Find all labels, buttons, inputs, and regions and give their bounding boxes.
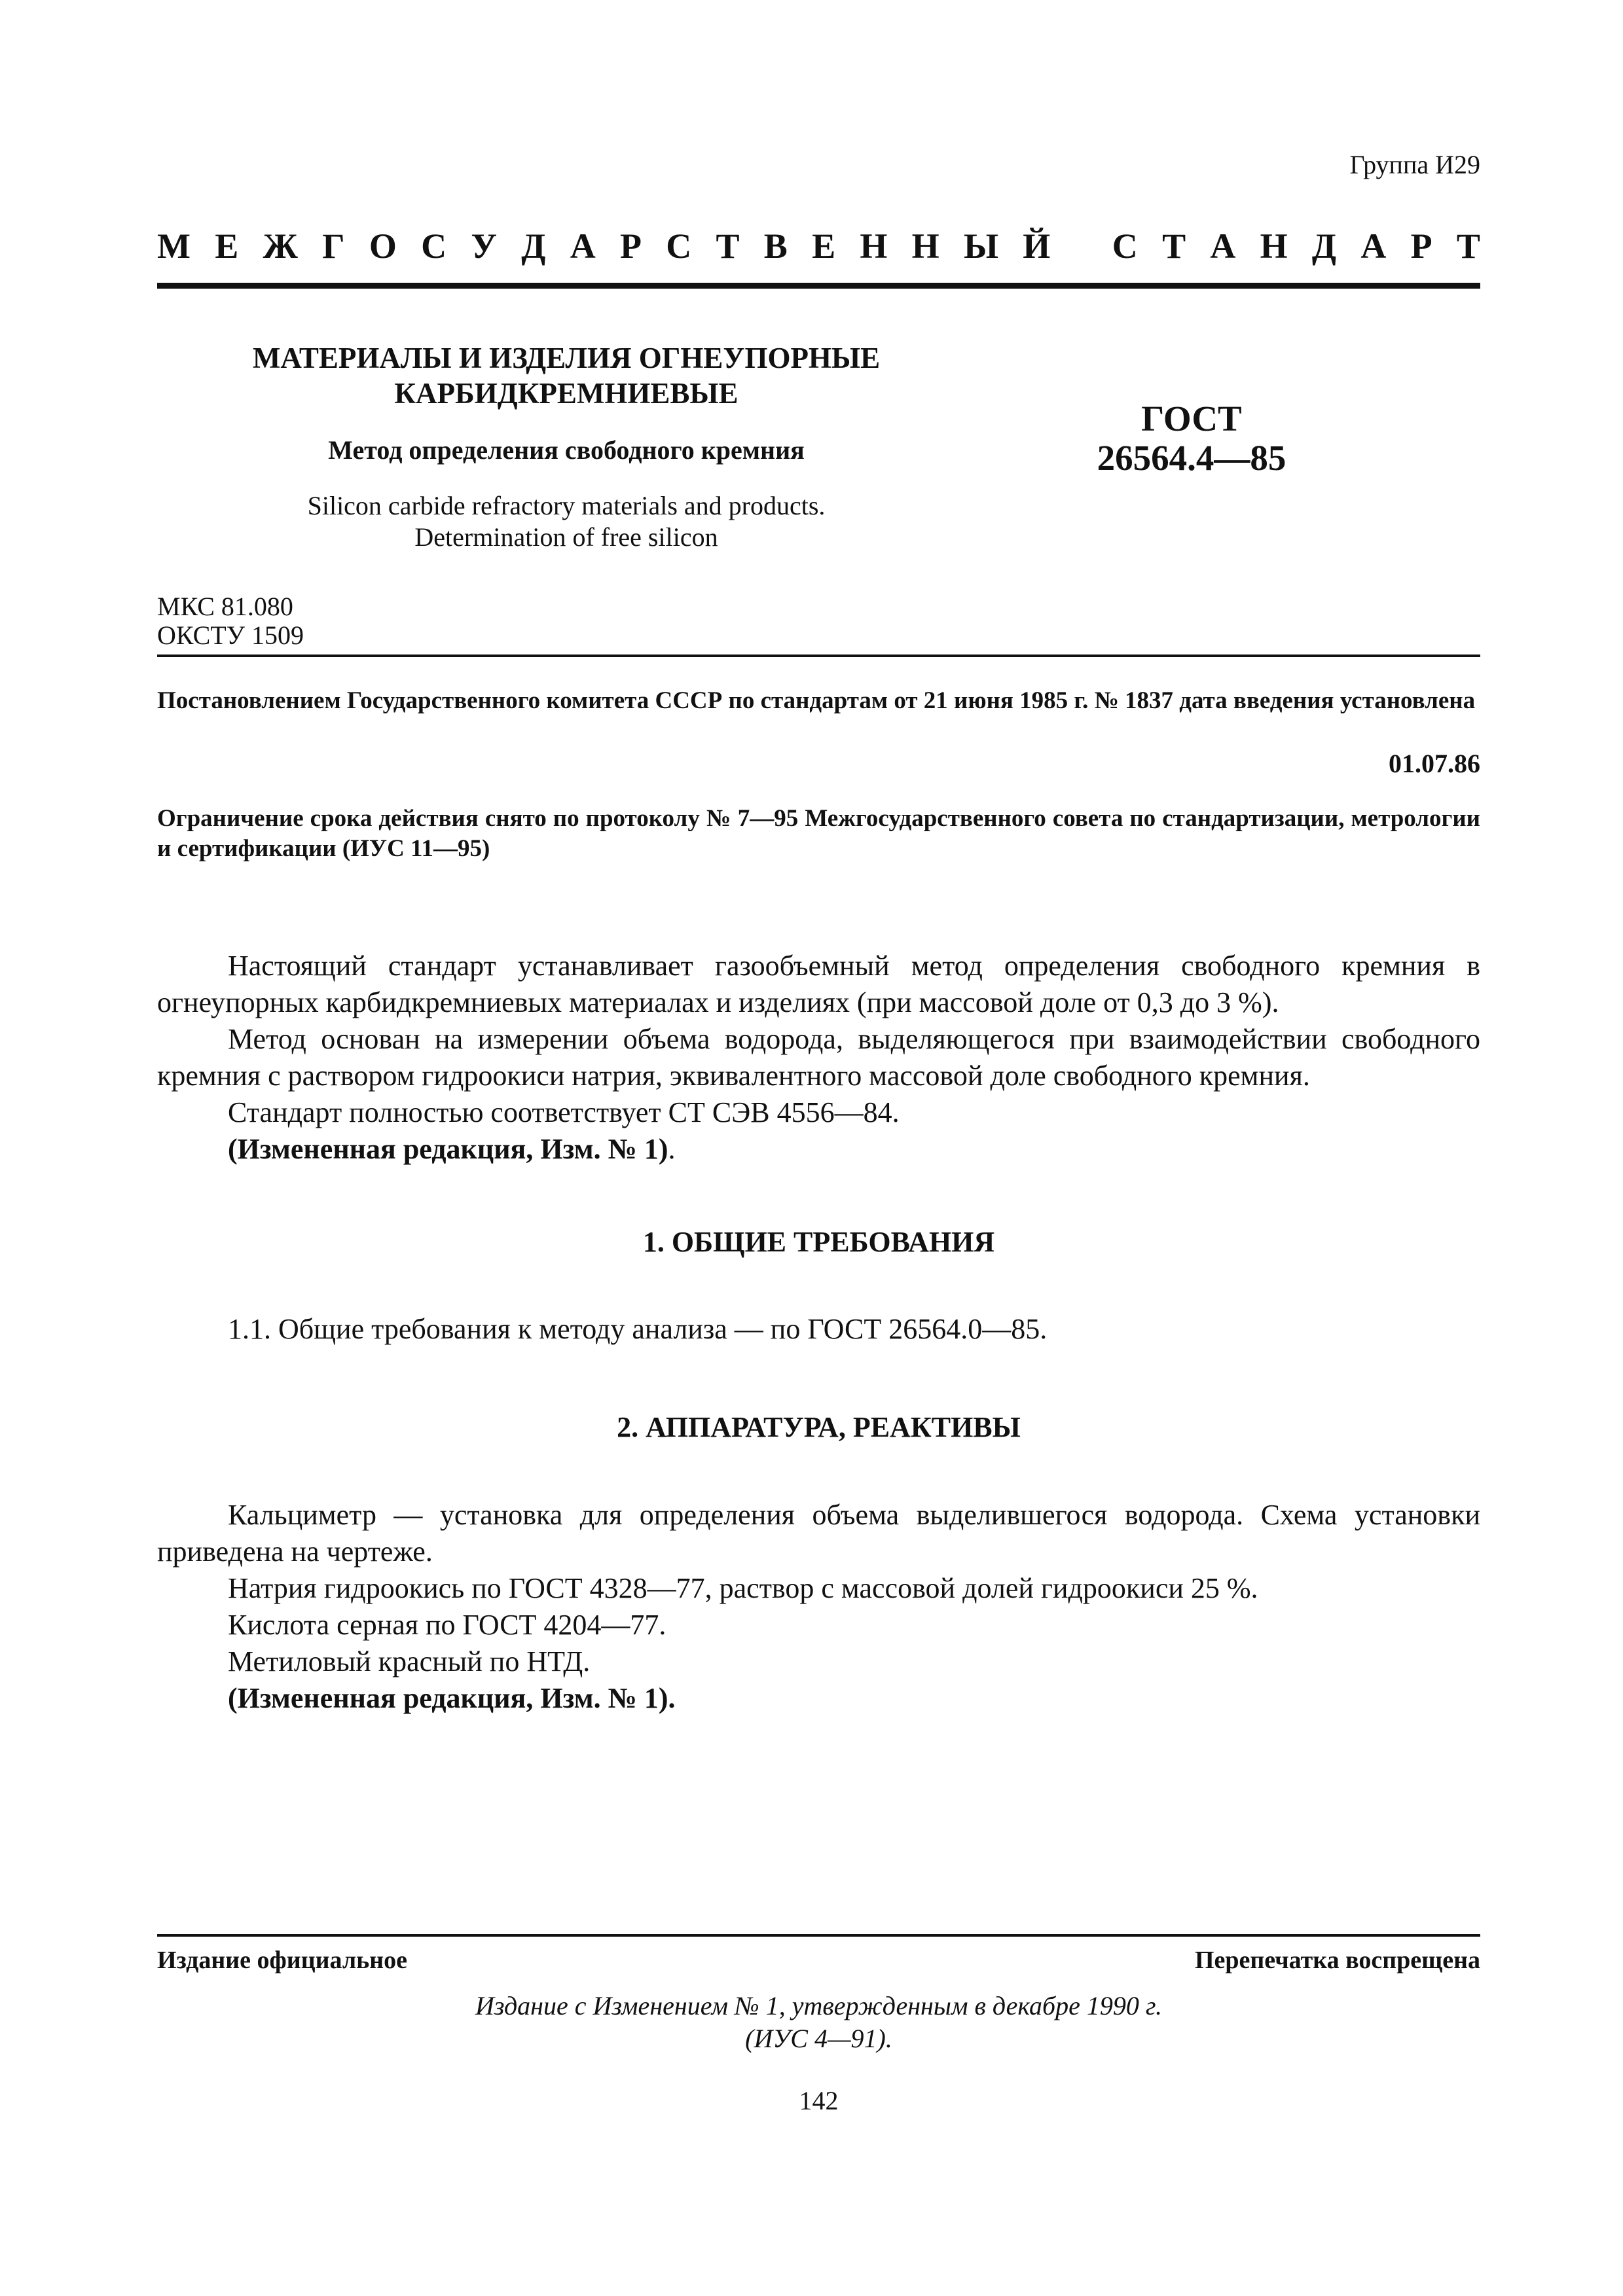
- intro-paragraph-2: Метод основан на измерении объема водорода, выделяющегося при взаимодействии свободного кремния с раствором гидроокиси натрия, эквивалентного массовой доле свободного кремния.: [157, 1023, 1480, 1092]
- intro-section: [157, 948, 1480, 1168]
- banner-letter: С: [666, 226, 692, 266]
- english-title-line-1: Silicon carbide refractory materials and products.: [307, 491, 826, 520]
- gost-label: ГОСТ: [1141, 399, 1242, 439]
- banner-letter: В: [763, 226, 788, 266]
- reagent-methyl-red: Метиловый красный по НТД.: [228, 1645, 591, 1677]
- title-rule: [157, 655, 1480, 657]
- section-2-heading: 2. АППАРАТУРА, РЕАКТИВЫ: [617, 1411, 1021, 1443]
- english-title: [157, 490, 976, 553]
- section-1-body: [157, 1311, 1480, 1348]
- banner-letter: Н: [1260, 226, 1288, 266]
- intro-paragraph-1: Настоящий стандарт устанавливает газообъемный метод определения свободного кремния в огнеупорных карбидкремниевых материалах и изделиях (при массовой доле от 0,3 до 3 %).: [157, 950, 1480, 1018]
- reagent-sulfuric-acid: Кислота серная по ГОСТ 4204—77.: [228, 1609, 666, 1641]
- method-title: Метод определения свободного кремния: [328, 435, 805, 465]
- intro-amendment-text: (Измененная редакция, Изм. № 1): [228, 1133, 668, 1165]
- gost-designation: [1061, 399, 1322, 478]
- edition-note: [157, 1990, 1480, 2055]
- banner-letter: Т: [1456, 226, 1480, 266]
- title-line-1: МАТЕРИАЛЫ И ИЗДЕЛИЯ ОГНЕУПОРНЫЕ: [252, 342, 881, 374]
- mks-code: МКС 81.080: [157, 592, 293, 621]
- banner-letter: Д: [521, 226, 546, 266]
- footer-rule: [157, 1934, 1480, 1937]
- section-1-heading: 1. ОБЩИЕ ТРЕБОВАНИЯ: [642, 1226, 995, 1258]
- edition-note-line-2: (ИУС 4—91).: [745, 2024, 892, 2053]
- banner-letter: С: [1112, 226, 1138, 266]
- banner-letter: А: [1360, 226, 1387, 266]
- intro-amendment-period: .: [668, 1133, 676, 1165]
- title-block: [157, 340, 976, 553]
- section-2-body: [157, 1497, 1480, 1717]
- intro-paragraph-3: Стандарт полностью соответствует СТ СЭВ 4556—84.: [228, 1096, 900, 1128]
- banner-letter: Н: [860, 226, 888, 266]
- banner-letter: Р: [1410, 226, 1432, 266]
- classification-codes: [157, 592, 304, 650]
- header-rule: [157, 283, 1480, 289]
- page-number: 142: [799, 2086, 839, 2115]
- gost-number: 26564.4—85: [1097, 438, 1286, 478]
- reprint-prohibited: Перепечатка воспрещена: [1194, 1946, 1480, 1974]
- banner-letter: О: [369, 226, 397, 266]
- interstate-standard-banner: [157, 226, 1480, 266]
- introduction-date: 01.07.86: [1389, 749, 1480, 778]
- banner-letter: Н: [911, 226, 939, 266]
- title-line-2: КАРБИДКРЕМНИЕВЫЕ: [394, 377, 739, 410]
- banner-letter: У: [471, 226, 498, 266]
- okstu-code: ОКСТУ 1509: [157, 620, 304, 650]
- banner-letter: Ж: [263, 226, 298, 266]
- edition-note-line-1: Издание с Изменением № 1, утвержденным в декабре 1990 г.: [475, 1991, 1163, 2020]
- banner-letter: Г: [322, 226, 345, 266]
- section-2-amendment: (Измененная редакция, Изм. № 1).: [228, 1682, 676, 1714]
- english-title-line-2: Determination of free silicon: [414, 522, 718, 552]
- banner-letter: Д: [1311, 226, 1337, 266]
- group-code: Группа И29: [1349, 150, 1480, 179]
- intro-amendment: [157, 1131, 1480, 1168]
- banner-letter: Й: [1023, 226, 1051, 266]
- banner-letter: С: [421, 226, 447, 266]
- banner-letter: А: [1210, 226, 1236, 266]
- limitation-note: Ограничение срока действия снято по протоколу № 7—95 Межгосударственного совета по стандартизации, метрологии и сертификации (ИУС 11—95): [157, 805, 1480, 862]
- apparatus-calcimeter: Кальциметр — установка для определения объема выделившегося водорода. Схема установки приведена на чертеже.: [157, 1499, 1480, 1568]
- official-edition: Издание официальное: [157, 1946, 408, 1974]
- decree-text: Постановлением Государственного комитета СССР по стандартам от 21 июня 1985 г. № 1837 дата введения установлена: [157, 687, 1476, 714]
- clause-1-1: 1.1. Общие требования к методу анализа — по ГОСТ 26564.0—85.: [228, 1313, 1048, 1345]
- banner-letter: Т: [716, 226, 740, 266]
- banner-letter: [1075, 226, 1088, 266]
- banner-letter: А: [570, 226, 596, 266]
- banner-letter: Р: [619, 226, 642, 266]
- reagent-sodium-hydroxide: Натрия гидроокись по ГОСТ 4328—77, раствор с массовой долей гидроокиси 25 %.: [228, 1572, 1258, 1604]
- banner-letter: Ы: [963, 226, 998, 266]
- banner-letter: Е: [812, 226, 836, 266]
- banner-letter: Т: [1162, 226, 1186, 266]
- banner-letter: Е: [215, 226, 239, 266]
- banner-letter: М: [157, 226, 191, 266]
